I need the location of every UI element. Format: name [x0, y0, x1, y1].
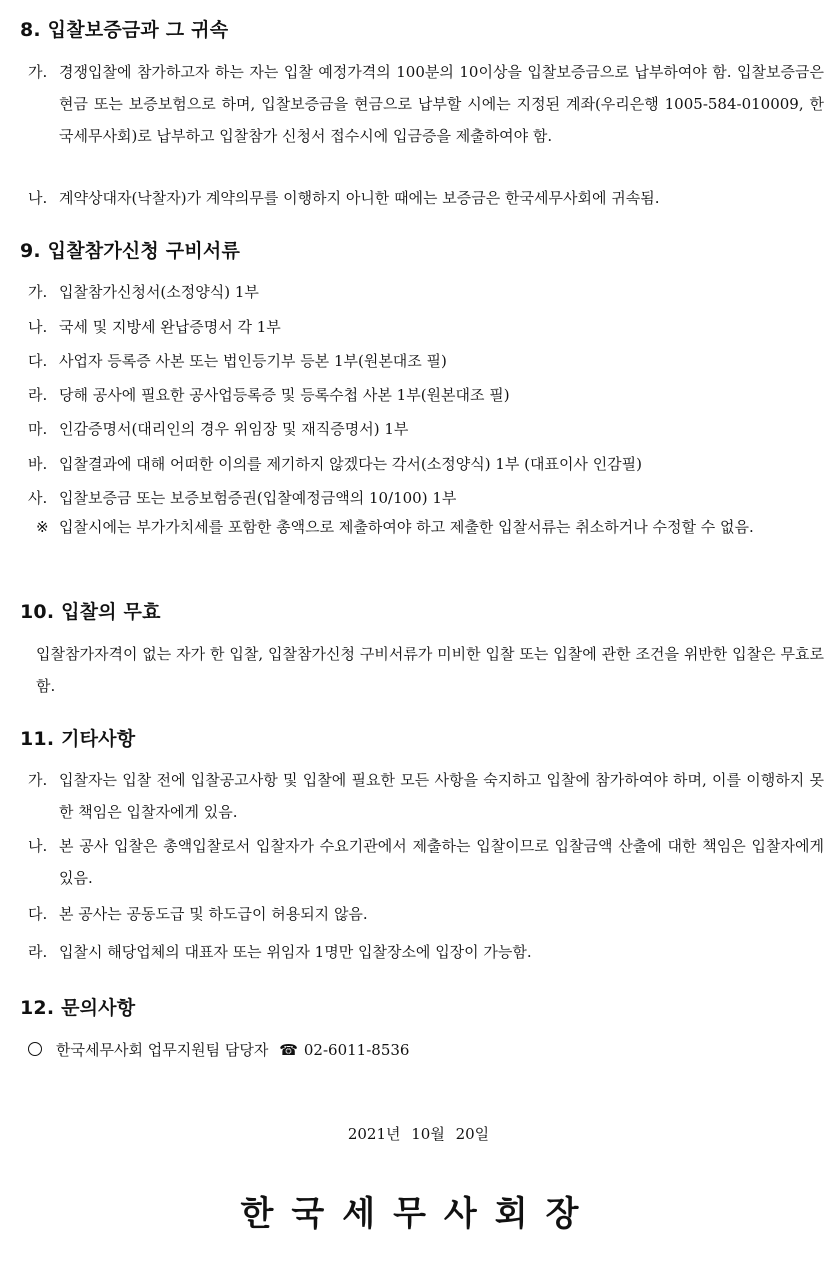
- phone-number: 02-6011-8536: [303, 1041, 410, 1059]
- document-date: 2021년 10월 20일: [347, 1125, 490, 1143]
- item-marker: 마.: [28, 420, 48, 438]
- item-marker: 나.: [28, 189, 48, 207]
- section-10-text: 입찰참가자격이 없는 자가 한 입찰, 입찰참가신청 구비서류가 미비한 입찰 또는 입찰에 관한 조건을 위반한 입찰은 무효로 함.: [36, 645, 824, 695]
- circle-bullet-icon: [28, 1042, 42, 1056]
- item-text: 본 공사는 공동도급 및 하도급이 허용되지 않음.: [59, 905, 368, 923]
- item-text: 입찰시 해당업체의 대표자 또는 위임자 1명만 입찰장소에 입장이 가능함.: [59, 943, 532, 961]
- contact-text: 한국세무사회 업무지원팀 담당자: [56, 1041, 269, 1059]
- issuer-signature: 한국세무사회장: [240, 1194, 597, 1234]
- section-9-item-ma: [28, 413, 824, 445]
- item-marker: 나.: [28, 318, 48, 336]
- section-11-item-da: [28, 898, 824, 930]
- item-text: 입찰보증금 또는 보증보험증권(입찰예정금액의 10/100) 1부: [59, 489, 457, 507]
- item-text: 입찰결과에 대해 어떠한 이의를 제기하지 않겠다는 각서(소정양식) 1부 (대표이사 인감필): [59, 455, 643, 473]
- contact-line: [28, 1036, 409, 1064]
- section-9-item-ga: [28, 276, 824, 308]
- section-11-item-ra: [28, 936, 824, 968]
- section-8-item-ga: [28, 56, 824, 152]
- section-9-item-da: [28, 345, 824, 377]
- section-8-item-na: [28, 182, 824, 214]
- section-12-heading: 12. 문의사항: [20, 997, 136, 1019]
- item-text: 인감증명서(대리인의 경우 위임장 및 재직증명서) 1부: [59, 420, 409, 438]
- item-marker: 가.: [28, 771, 48, 789]
- item-marker: 다.: [28, 352, 48, 370]
- item-marker: 라.: [28, 943, 48, 961]
- phone-icon: ☎: [279, 1041, 298, 1059]
- item-marker: 바.: [28, 455, 48, 473]
- item-text: 사업자 등록증 사본 또는 법인등기부 등본 1부(원본대조 필): [59, 352, 447, 370]
- section-9-item-na: [28, 311, 824, 343]
- section-10-heading: 10. 입찰의 무효: [20, 601, 161, 623]
- section-8-heading: 8. 입찰보증금과 그 귀속: [20, 19, 229, 41]
- item-text: 입찰참가신청서(소정양식) 1부: [59, 283, 259, 301]
- section-11-heading: 11. 기타사항: [20, 728, 136, 750]
- section-9-note: [28, 511, 824, 543]
- item-marker: 다.: [28, 905, 48, 923]
- note-marker: ※: [36, 518, 49, 536]
- item-marker: 사.: [28, 489, 48, 507]
- item-text: 입찰자는 입찰 전에 입찰공고사항 및 입찰에 필요한 모든 사항을 숙지하고 입찰에 참가하여야 하며, 이를 이행하지 못한 책임은 입찰자에게 있음.: [59, 771, 824, 821]
- item-text: 계약상대자(낙찰자)가 계약의무를 이행하지 아니한 때에는 보증금은 한국세무사회에 귀속됨.: [59, 189, 660, 207]
- section-11-item-na: [28, 830, 824, 894]
- item-text: 당해 공사에 필요한 공사업등록증 및 등록수첩 사본 1부(원본대조 필): [59, 386, 510, 404]
- section-9-item-sa: [28, 482, 824, 514]
- item-text: 경쟁입찰에 참가하고자 하는 자는 입찰 예정가격의 100분의 10이상을 입찰보증금으로 납부하여야 함. 입찰보증금은 현금 또는 보증보험으로 하며, 입찰보증금을 현금으로 납부할 시에는 지정된 계좌(우리은행 1005-584-010009, 한국세무사회)로 납부하고 입찰참가 신청서 접수시에 입금증을 제출하여야 함.: [59, 63, 824, 145]
- section-9-heading: 9. 입찰참가신청 구비서류: [20, 240, 241, 262]
- item-marker: 라.: [28, 386, 48, 404]
- note-text: 입찰시에는 부가가치세를 포함한 총액으로 제출하여야 하고 제출한 입찰서류는 취소하거나 수정할 수 없음.: [59, 518, 754, 536]
- item-marker: 나.: [28, 837, 48, 855]
- item-text: 국세 및 지방세 완납증명서 각 1부: [59, 318, 281, 336]
- item-text: 본 공사 입찰은 총액입찰로서 입찰자가 수요기관에서 제출하는 입찰이므로 입찰금액 산출에 대한 책임은 입찰자에게 있음.: [59, 837, 824, 887]
- section-9-item-ba: [28, 448, 824, 480]
- section-9-item-ra: [28, 379, 824, 411]
- item-marker: 가.: [28, 63, 48, 81]
- section-11-item-ga: [28, 764, 824, 828]
- item-marker: 가.: [28, 283, 48, 301]
